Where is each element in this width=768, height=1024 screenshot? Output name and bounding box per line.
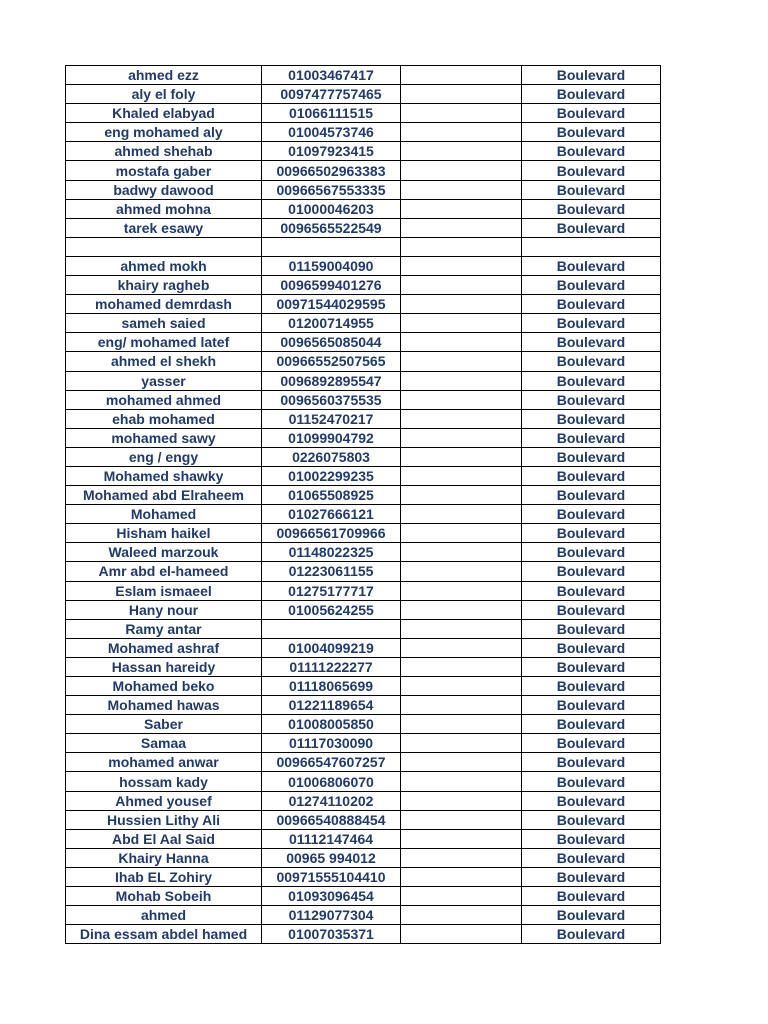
empty-cell (401, 696, 522, 715)
name-cell: Saber (66, 715, 262, 734)
table-row (66, 581, 661, 600)
table-row (66, 734, 661, 753)
name-cell: eng/ mohamed latef (66, 333, 262, 352)
empty-cell (401, 218, 522, 237)
name-cell: ahmed (66, 906, 262, 925)
phone-cell: 01152470217 (262, 409, 401, 428)
table-row (66, 867, 661, 886)
phone-cell: 01112147464 (262, 829, 401, 848)
name-cell: Ahmed yousef (66, 791, 262, 810)
table-row (66, 237, 661, 256)
name-cell: Mohamed hawas (66, 696, 262, 715)
location-cell: Boulevard (522, 696, 661, 715)
phone-cell: 01159004090 (262, 256, 401, 275)
location-cell: Boulevard (522, 715, 661, 734)
empty-cell (401, 600, 522, 619)
phone-cell: 01007035371 (262, 925, 401, 944)
empty-cell (401, 753, 522, 772)
table-row (66, 619, 661, 638)
empty-cell (401, 390, 522, 409)
location-cell: Boulevard (522, 142, 661, 161)
name-cell: mostafa gaber (66, 161, 262, 180)
name-cell: ehab mohamed (66, 409, 262, 428)
location-cell: Boulevard (522, 505, 661, 524)
table-row (66, 409, 661, 428)
empty-cell (401, 638, 522, 657)
empty-cell (401, 848, 522, 867)
name-cell: tarek esawy (66, 218, 262, 237)
phone-cell: 01099904792 (262, 428, 401, 447)
name-cell: Hussien Lithy Ali (66, 810, 262, 829)
table-row (66, 333, 661, 352)
name-cell: Ihab EL Zohiry (66, 867, 262, 886)
location-cell: Boulevard (522, 772, 661, 791)
name-cell: Mohamed (66, 505, 262, 524)
phone-cell: 01111222277 (262, 657, 401, 676)
location-cell: Boulevard (522, 161, 661, 180)
name-cell: Mohab Sobeih (66, 887, 262, 906)
table-row (66, 829, 661, 848)
empty-cell (401, 466, 522, 485)
location-cell: Boulevard (522, 428, 661, 447)
empty-cell (401, 715, 522, 734)
empty-cell (401, 66, 522, 85)
location-cell: Boulevard (522, 85, 661, 104)
name-cell: mohamed demrdash (66, 295, 262, 314)
phone-cell: 0096565522549 (262, 218, 401, 237)
location-cell: Boulevard (522, 867, 661, 886)
name-cell: eng mohamed aly (66, 123, 262, 142)
empty-cell (401, 505, 522, 524)
phone-cell: 00971555104410 (262, 867, 401, 886)
name-cell: ahmed shehab (66, 142, 262, 161)
table-row (66, 352, 661, 371)
empty-cell (401, 562, 522, 581)
name-cell: Hassan hareidy (66, 657, 262, 676)
phone-cell: 00966567553335 (262, 180, 401, 199)
phone-cell: 00965 994012 (262, 848, 401, 867)
phone-cell: 01275177717 (262, 581, 401, 600)
location-cell: Boulevard (522, 753, 661, 772)
contacts-table (65, 65, 661, 944)
table-row (66, 486, 661, 505)
name-cell: Khairy Hanna (66, 848, 262, 867)
name-cell: Amr abd el-hameed (66, 562, 262, 581)
phone-cell: 00971544029595 (262, 295, 401, 314)
name-cell: khairy ragheb (66, 276, 262, 295)
table-row (66, 657, 661, 676)
empty-cell (401, 161, 522, 180)
empty-cell (401, 447, 522, 466)
empty-cell (401, 772, 522, 791)
phone-cell: 01002299235 (262, 466, 401, 485)
table-row (66, 677, 661, 696)
phone-cell: 01066111515 (262, 104, 401, 123)
empty-cell (401, 906, 522, 925)
empty-cell (401, 657, 522, 676)
location-cell: Boulevard (522, 829, 661, 848)
location-cell: Boulevard (522, 906, 661, 925)
table-row (66, 887, 661, 906)
phone-cell: 0097477757465 (262, 85, 401, 104)
empty-cell (401, 543, 522, 562)
location-cell: Boulevard (522, 218, 661, 237)
name-cell: Ramy antar (66, 619, 262, 638)
empty-cell (401, 734, 522, 753)
name-cell: Dina essam abdel hamed (66, 925, 262, 944)
location-cell: Boulevard (522, 791, 661, 810)
phone-cell: 01006806070 (262, 772, 401, 791)
phone-cell: 0096565085044 (262, 333, 401, 352)
table-row (66, 180, 661, 199)
table-row (66, 123, 661, 142)
empty-cell (401, 619, 522, 638)
location-cell: Boulevard (522, 677, 661, 696)
location-cell: Boulevard (522, 543, 661, 562)
name-cell: hossam kady (66, 772, 262, 791)
empty-cell (401, 352, 522, 371)
table-row (66, 66, 661, 85)
phone-cell: 01117030090 (262, 734, 401, 753)
location-cell: Boulevard (522, 314, 661, 333)
location-cell: Boulevard (522, 276, 661, 295)
name-cell: eng / engy (66, 447, 262, 466)
name-cell: Khaled elabyad (66, 104, 262, 123)
phone-cell: 01093096454 (262, 887, 401, 906)
location-cell: Boulevard (522, 486, 661, 505)
phone-cell: 01003467417 (262, 66, 401, 85)
table-row (66, 505, 661, 524)
location-cell: Boulevard (522, 390, 661, 409)
table-row (66, 218, 661, 237)
table-row (66, 906, 661, 925)
empty-cell (401, 887, 522, 906)
table-row (66, 715, 661, 734)
empty-cell (401, 85, 522, 104)
location-cell: Boulevard (522, 734, 661, 753)
phone-cell: 00966540888454 (262, 810, 401, 829)
table-row (66, 524, 661, 543)
location-cell: Boulevard (522, 810, 661, 829)
empty-cell (401, 333, 522, 352)
phone-cell: 01200714955 (262, 314, 401, 333)
phone-cell: 01148022325 (262, 543, 401, 562)
table-row (66, 466, 661, 485)
phone-cell: 01004099219 (262, 638, 401, 657)
phone-cell: 0096892895547 (262, 371, 401, 390)
phone-cell: 01221189654 (262, 696, 401, 715)
empty-cell (401, 256, 522, 275)
phone-cell: 0226075803 (262, 447, 401, 466)
name-cell: Mohamed abd Elraheem (66, 486, 262, 505)
name-cell: Mohamed ashraf (66, 638, 262, 657)
name-cell: ahmed mohna (66, 199, 262, 218)
phone-cell: 01008005850 (262, 715, 401, 734)
table-row (66, 314, 661, 333)
empty-cell (401, 371, 522, 390)
name-cell: badwy dawood (66, 180, 262, 199)
empty-cell (401, 276, 522, 295)
table-row (66, 142, 661, 161)
table-row (66, 848, 661, 867)
location-cell: Boulevard (522, 619, 661, 638)
empty-cell (401, 486, 522, 505)
empty-cell (401, 524, 522, 543)
location-cell: Boulevard (522, 562, 661, 581)
phone-cell: 01027666121 (262, 505, 401, 524)
location-cell: Boulevard (522, 466, 661, 485)
location-cell: Boulevard (522, 925, 661, 944)
empty-cell (401, 581, 522, 600)
table-row (66, 543, 661, 562)
name-cell: Mohamed shawky (66, 466, 262, 485)
name-cell: yasser (66, 371, 262, 390)
name-cell: Abd El Aal Said (66, 829, 262, 848)
name-cell: Samaa (66, 734, 262, 753)
location-cell: Boulevard (522, 180, 661, 199)
name-cell: Eslam ismaeel (66, 581, 262, 600)
location-cell: Boulevard (522, 409, 661, 428)
name-cell: ahmed el shekh (66, 352, 262, 371)
empty-cell (401, 829, 522, 848)
table-row (66, 199, 661, 218)
empty-cell (401, 428, 522, 447)
empty-cell (401, 142, 522, 161)
location-cell: Boulevard (522, 199, 661, 218)
table-row (66, 753, 661, 772)
contacts-table-body (66, 66, 661, 944)
phone-cell: 01005624255 (262, 600, 401, 619)
table-row (66, 256, 661, 275)
empty-cell (401, 199, 522, 218)
name-cell: Waleed marzouk (66, 543, 262, 562)
location-cell: Boulevard (522, 581, 661, 600)
name-cell: mohamed anwar (66, 753, 262, 772)
phone-cell: 01065508925 (262, 486, 401, 505)
location-cell: Boulevard (522, 638, 661, 657)
phone-cell: 01274110202 (262, 791, 401, 810)
phone-cell: 01004573746 (262, 123, 401, 142)
phone-cell: 01000046203 (262, 199, 401, 218)
table-row (66, 161, 661, 180)
name-cell: Hany nour (66, 600, 262, 619)
empty-cell (401, 295, 522, 314)
table-row (66, 85, 661, 104)
phone-cell: 00966552507565 (262, 352, 401, 371)
empty-cell (401, 677, 522, 696)
phone-cell: 01223061155 (262, 562, 401, 581)
empty-cell (401, 867, 522, 886)
table-row (66, 295, 661, 314)
name-cell: mohamed sawy (66, 428, 262, 447)
location-cell: Boulevard (522, 256, 661, 275)
table-row (66, 696, 661, 715)
location-cell: Boulevard (522, 447, 661, 466)
table-row (66, 428, 661, 447)
name-cell (66, 237, 262, 256)
location-cell: Boulevard (522, 600, 661, 619)
location-cell: Boulevard (522, 371, 661, 390)
table-row (66, 562, 661, 581)
location-cell: Boulevard (522, 333, 661, 352)
table-row (66, 104, 661, 123)
table-row (66, 772, 661, 791)
name-cell: ahmed mokh (66, 256, 262, 275)
empty-cell (401, 123, 522, 142)
empty-cell (401, 237, 522, 256)
name-cell: ahmed ezz (66, 66, 262, 85)
phone-cell: 00966561709966 (262, 524, 401, 543)
name-cell: Hisham haikel (66, 524, 262, 543)
location-cell (522, 237, 661, 256)
phone-cell: 0096599401276 (262, 276, 401, 295)
empty-cell (401, 810, 522, 829)
phone-cell: 01118065699 (262, 677, 401, 696)
location-cell: Boulevard (522, 295, 661, 314)
empty-cell (401, 314, 522, 333)
table-row (66, 810, 661, 829)
name-cell: sameh saied (66, 314, 262, 333)
empty-cell (401, 104, 522, 123)
location-cell: Boulevard (522, 887, 661, 906)
phone-cell: 0096560375535 (262, 390, 401, 409)
table-row (66, 791, 661, 810)
name-cell: aly el foly (66, 85, 262, 104)
empty-cell (401, 409, 522, 428)
location-cell: Boulevard (522, 352, 661, 371)
empty-cell (401, 180, 522, 199)
location-cell: Boulevard (522, 657, 661, 676)
table-row (66, 925, 661, 944)
location-cell: Boulevard (522, 104, 661, 123)
table-row (66, 447, 661, 466)
phone-cell: 01129077304 (262, 906, 401, 925)
name-cell: Mohamed beko (66, 677, 262, 696)
location-cell: Boulevard (522, 848, 661, 867)
location-cell: Boulevard (522, 524, 661, 543)
table-row (66, 638, 661, 657)
phone-cell (262, 237, 401, 256)
location-cell: Boulevard (522, 66, 661, 85)
table-row (66, 371, 661, 390)
phone-cell: 00966502963383 (262, 161, 401, 180)
location-cell: Boulevard (522, 123, 661, 142)
table-row (66, 390, 661, 409)
phone-cell: 00966547607257 (262, 753, 401, 772)
empty-cell (401, 925, 522, 944)
empty-cell (401, 791, 522, 810)
name-cell: mohamed ahmed (66, 390, 262, 409)
phone-cell: 01097923415 (262, 142, 401, 161)
table-row (66, 276, 661, 295)
table-row (66, 600, 661, 619)
phone-cell (262, 619, 401, 638)
